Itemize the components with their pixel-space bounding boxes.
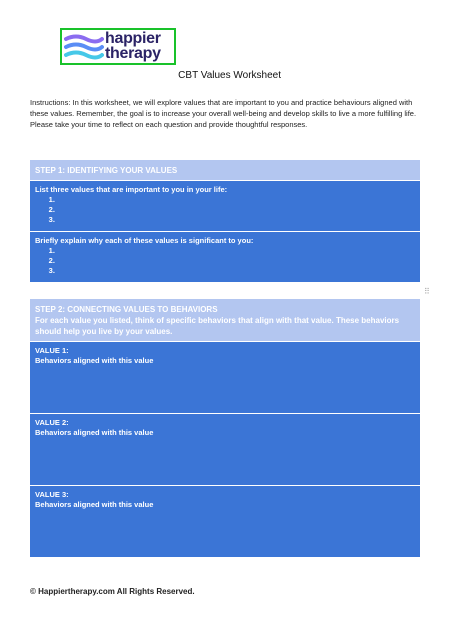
step1-q1-list [35,195,415,225]
value-3-cell[interactable] [30,486,420,558]
list-item[interactable] [57,195,415,205]
list-item[interactable] [57,256,415,266]
step1-values-list-cell[interactable] [30,181,420,232]
step2-header [30,299,420,342]
step2-table [30,299,420,558]
happier-therapy-logo [60,28,176,65]
value-3-text: Behaviors aligned with this value [35,500,154,509]
step1-q1-prompt: List three values that are important to you in your life: [35,185,228,194]
list-item[interactable] [57,205,415,215]
value-1-label: VALUE 1: [35,346,69,355]
copyright-footer: © Happiertherapy.com All Rights Reserved. [30,587,195,596]
value-3-label: VALUE 3: [35,490,69,499]
step2-heading: STEP 2: CONNECTING VALUES TO BEHAVIORS [35,305,218,314]
logo-line-2: therapy [105,45,161,62]
instructions-paragraph: Instructions: In this worksheet, we will explore values that are important to you and practice behaviours aligned with these values. Remember, the goal is to increase your overall well-being and develop skills to live a more fulfilling life. Please take your time to reflect on each question and provide thoughtful responses. [30,98,417,129]
step1-significance-cell[interactable] [30,232,420,283]
drag-handle-icon[interactable]: ⠿ [424,287,430,296]
logo-wordmark [105,31,161,61]
step1-q2-list [35,246,415,276]
document-title: CBT Values Worksheet [178,70,281,81]
value-2-cell[interactable] [30,414,420,486]
list-item[interactable] [57,215,415,225]
value-2-label: VALUE 2: [35,418,69,427]
value-1-cell[interactable] [30,342,420,414]
value-1-text: Behaviors aligned with this value [35,356,154,365]
step1-table [30,160,420,283]
list-item[interactable] [57,266,415,276]
value-2-text: Behaviors aligned with this value [35,428,154,437]
step1-q2-prompt: Briefly explain why each of these values is significant to you: [35,236,254,245]
logo-line-1: happier [105,30,161,47]
logo-waves-icon [64,33,104,61]
step2-subheading: For each value you listed, think of specific behaviors that align with that value. These behaviors should help you live by your values. [35,316,400,336]
list-item[interactable] [57,246,415,256]
step1-heading: STEP 1: IDENTIFYING YOUR VALUES [30,160,420,181]
